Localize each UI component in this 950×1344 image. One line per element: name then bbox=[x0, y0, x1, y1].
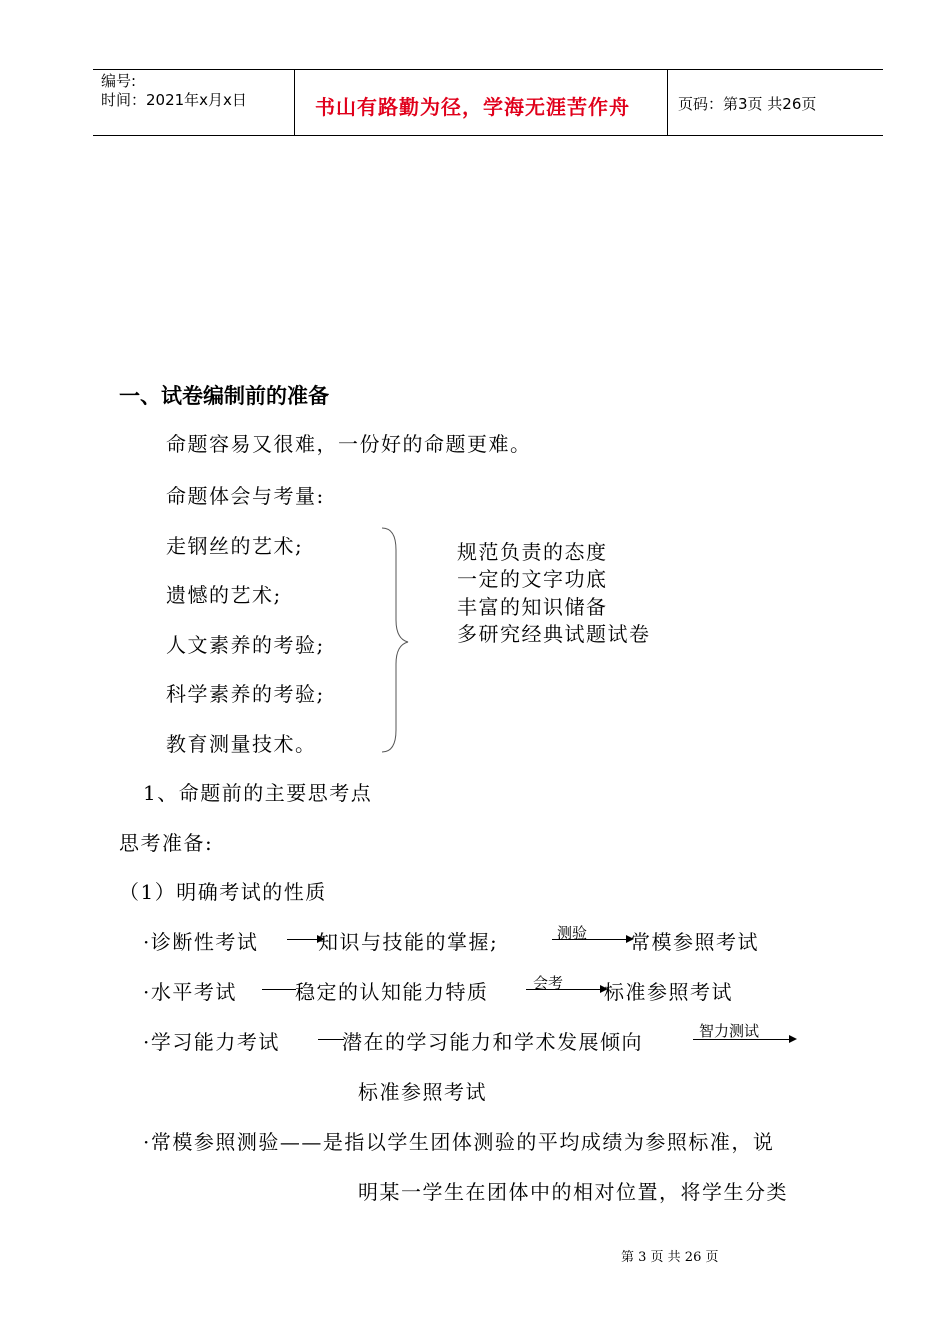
exam-reference: 常模参照考试 bbox=[630, 930, 759, 954]
exam-type: ·水平考试 bbox=[143, 980, 237, 1004]
right-item: 多研究经典试题试卷 bbox=[457, 622, 651, 646]
exam-focus: 潜在的学习能力和学术发展倾向 bbox=[342, 1030, 643, 1054]
arrow-line bbox=[552, 939, 628, 940]
arrow-line bbox=[693, 1039, 789, 1040]
left-item: 走钢丝的艺术; bbox=[166, 534, 304, 558]
header-bottom-border bbox=[93, 135, 883, 136]
arrow-head-icon bbox=[789, 1035, 797, 1043]
arrow-line bbox=[526, 989, 602, 990]
curly-brace bbox=[376, 525, 412, 755]
section-title: 一、试卷编制前的准备 bbox=[119, 384, 329, 408]
left-item: 科学素养的考验; bbox=[166, 682, 325, 706]
right-item: 丰富的知识储备 bbox=[457, 595, 608, 619]
norm-definition-line-2: 明某一学生在团体中的相对位置，将学生分类 bbox=[358, 1180, 788, 1204]
left-item: 教育测量技术。 bbox=[166, 732, 317, 756]
right-item: 一定的文字功底 bbox=[457, 567, 608, 591]
prep-label: 思考准备: bbox=[119, 831, 214, 855]
exam-focus: 知识与技能的掌握; bbox=[318, 930, 499, 954]
arrow-line bbox=[287, 939, 317, 940]
time-label: 时间：2021年x月x日 bbox=[101, 91, 247, 109]
sub-title-1: 1、命题前的主要思考点 bbox=[143, 781, 373, 805]
exam-reference: 标准参照考试 bbox=[358, 1080, 487, 1104]
header-divider-2 bbox=[667, 69, 668, 136]
footer-page-number: 第 3 页 共 26 页 bbox=[621, 1250, 719, 1265]
left-item: 人文素养的考验; bbox=[166, 633, 325, 657]
arrow-label: 测验 bbox=[557, 924, 588, 942]
left-item: 遗憾的艺术; bbox=[166, 583, 282, 607]
intro-text: 命题容易又很难，一份好的命题更难。 bbox=[166, 432, 532, 456]
item-1-title: （1）明确考试的性质 bbox=[119, 880, 327, 904]
experience-label: 命题体会与考量: bbox=[166, 484, 325, 508]
arrow-label: 会考 bbox=[533, 974, 564, 992]
exam-reference: 标准参照考试 bbox=[604, 980, 733, 1004]
header-motto: 书山有路勤为径，学海无涯苦作舟 bbox=[315, 95, 630, 119]
exam-focus: 稳定的认知能力特质 bbox=[295, 980, 489, 1004]
exam-type: ·诊断性考试 bbox=[143, 930, 259, 954]
arrow-line bbox=[262, 989, 296, 990]
norm-definition-line-1: ·常模参照测验——是指以学生团体测验的平均成绩为参照标准，说 bbox=[143, 1130, 775, 1154]
right-item: 规范负责的态度 bbox=[457, 540, 608, 564]
page-info: 页码：第3页 共26页 bbox=[678, 95, 817, 113]
header-divider-1 bbox=[294, 69, 295, 136]
arrow-line bbox=[318, 1039, 344, 1040]
arrow-label: 智力测试 bbox=[699, 1022, 760, 1040]
serial-label: 编号: bbox=[101, 72, 137, 90]
header-top-border bbox=[93, 69, 883, 70]
exam-type: ·学习能力考试 bbox=[143, 1030, 280, 1054]
